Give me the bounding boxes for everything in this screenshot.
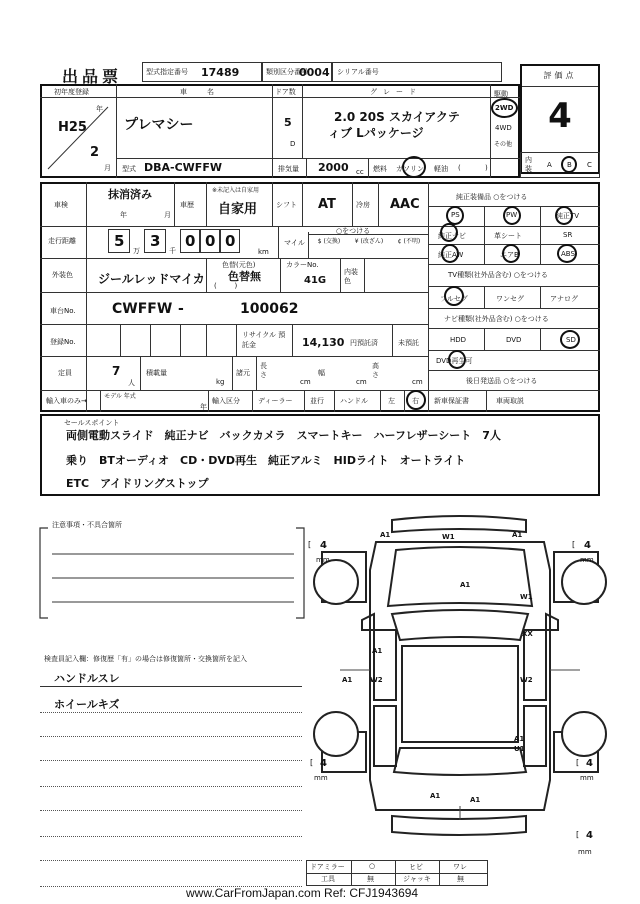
caution-label: 注意事項・不具合箇所	[52, 521, 122, 529]
doors-label: ドア数	[275, 88, 296, 96]
watermark-text: www.CarFromJapan.com Ref: CFJ1943694	[186, 886, 419, 900]
footer-mirror-label: ドアミラー	[310, 863, 345, 871]
equip-tv-circle	[555, 206, 573, 225]
tire-front-right-value: 4	[584, 540, 591, 551]
inspection-value: 抹消済み	[108, 188, 152, 201]
mark-rear-u1: U1	[514, 745, 525, 753]
drive-label: 駆動	[494, 90, 508, 98]
footer-jack-label: ジャッキ	[403, 875, 431, 883]
load-unit: kg	[216, 378, 225, 386]
tv-fullseg: フルセグ	[440, 295, 468, 303]
handle-label: ハンドル	[340, 397, 368, 405]
meter-circle-note: ○をつける	[336, 227, 371, 235]
inspection-label: 車検	[54, 201, 68, 209]
import-parallel: 並行	[310, 397, 324, 405]
chassis-label: 車台No.	[50, 307, 76, 315]
dvd-label: DVD再生可	[436, 357, 473, 365]
width-unit: cm	[356, 378, 367, 386]
inspector-line2: ホイールキズ	[54, 698, 120, 711]
equip-abs-circle	[557, 244, 577, 263]
navi-sd: SD	[566, 336, 576, 344]
tv-analog: アナログ	[550, 295, 578, 303]
color-value: ジールレッドマイカ	[98, 272, 205, 286]
displacement-label: 排気量	[278, 165, 299, 173]
sales-points-label: セールスポイント	[64, 419, 120, 427]
category-value: 0004	[299, 66, 330, 79]
equip-navi: 純正ナビ	[438, 232, 466, 240]
fuel-gasoline-circle	[402, 156, 426, 178]
mark-left-w2: W2	[370, 676, 383, 684]
equip-pw: PW	[506, 211, 518, 219]
equip-leather: 革シート	[494, 232, 522, 240]
aftermarket-warranty: 新車保証書	[434, 397, 469, 405]
category-label: 類別区分番号	[266, 68, 308, 76]
drive-other: その他	[494, 141, 513, 148]
tire-rear-left-value: 4	[320, 758, 327, 769]
color-change-label: 色替(元色)	[222, 261, 256, 269]
mark-front-a1-right: A1	[512, 531, 523, 539]
fuel-light-oil: 軽油	[434, 165, 448, 173]
year-unit: 年	[96, 105, 103, 113]
drive-2wd-circle	[491, 98, 518, 118]
equip-abs: ABS	[561, 250, 575, 258]
mileage-label: 走行距離	[48, 237, 76, 245]
meter-opt-2: ¥ (改ざん)	[354, 238, 384, 245]
navi-sd-circle	[560, 330, 580, 349]
mark-rear-bumper-a1b: A1	[470, 796, 481, 804]
navi-hdd: HDD	[450, 336, 467, 344]
load-label: 積載量	[146, 369, 167, 377]
aftermarket-header: 後日発送品 ○をつける	[466, 377, 538, 385]
grade-label: グレード	[370, 88, 422, 96]
tire-spare-unit: mm	[578, 848, 592, 856]
tire-rear-left-bracket: [	[310, 758, 314, 767]
width-label: 幅	[318, 369, 325, 377]
score-value: 4	[548, 96, 572, 136]
month-value: 2	[90, 145, 100, 160]
tv-header: TV種類(社外品含む) ○をつける	[448, 271, 548, 279]
doors-unit: D	[290, 140, 296, 148]
mark-front-a1-left: A1	[380, 531, 391, 539]
type-label: 型式	[122, 165, 136, 173]
capacity-unit: 人	[128, 379, 135, 387]
mileage-unit: km	[258, 248, 269, 256]
ac-value: AAC	[390, 197, 420, 212]
inspection-year-unit: 年	[120, 211, 127, 219]
equip-navi-circle	[440, 223, 458, 242]
model-year-label: モデル 年式	[104, 393, 136, 400]
recycle-value: 14,130	[302, 336, 345, 349]
length-unit: cm	[300, 378, 311, 386]
import-label: 輸入車のみ→	[46, 397, 87, 405]
interior-label: 内装	[525, 156, 532, 173]
dvd-circle	[448, 350, 466, 369]
equip-aw-circle	[441, 244, 459, 263]
mileage-man: 万	[133, 247, 140, 255]
history-value: 自家用	[218, 202, 258, 217]
fuel-gasoline: ガソリン	[396, 165, 424, 173]
height-unit: cm	[412, 378, 423, 386]
equip-pw-circle	[503, 206, 521, 225]
mileage-digit-2: 3	[150, 232, 161, 250]
grade-line2: ィブ Lパッケージ	[328, 126, 424, 140]
inspector-label: 検査員記入欄：修復歴「有」の場合は修復箇所・交換箇所を記入	[44, 655, 247, 663]
tire-rear-right-unit: mm	[580, 774, 594, 782]
type-value: DBA-CWFFW	[144, 161, 222, 174]
equip-tv: 純正TV	[556, 212, 580, 220]
model-designation-cell	[142, 62, 262, 82]
history-label: 車歴	[180, 201, 194, 209]
mark-right-w2: W2	[520, 676, 533, 684]
shift-label: シフト	[276, 201, 297, 209]
footer-jack-value: 無	[457, 875, 464, 883]
mark-hood-a1: A1	[460, 581, 471, 589]
mark-rear-a1: A1	[514, 735, 525, 743]
drive-2wd: 2WD	[495, 104, 514, 112]
history-note: ※未記入は自家用	[212, 187, 260, 194]
interior-c: C	[587, 161, 592, 169]
shift-value: AT	[318, 197, 336, 212]
color-no-label: カラーNo.	[286, 261, 319, 269]
tire-spare-bracket: [	[576, 830, 580, 839]
mileage-digit-4: 0	[205, 232, 216, 250]
recycle-label: リサイクル 預託金	[242, 331, 286, 349]
equip-airbag: エアB	[500, 251, 519, 259]
caution-bracket	[38, 526, 308, 620]
mark-right-door-xx: XX	[522, 630, 533, 638]
equip-header: 純正装備品 ○をつける	[456, 193, 528, 201]
recycle-unpaid: 未預託	[398, 339, 419, 347]
tire-front-right-bracket: [	[572, 540, 576, 549]
meter-opt-1: $ (交換)	[317, 238, 341, 245]
interior-color-label: 内装色	[344, 268, 358, 285]
handle-right: 右	[412, 397, 419, 405]
color-label: 外装色	[52, 271, 73, 279]
inspection-month-unit: 月	[164, 211, 171, 219]
mark-right-fender-w1: W1	[520, 593, 533, 601]
sales-points-line1: 両側電動スライド 純正ナビ バックカメラ スマートキー ハーフレザーシート 7人	[66, 429, 501, 442]
category-cell	[262, 62, 332, 82]
navi-dvd: DVD	[506, 336, 522, 344]
chassis-dash: -	[178, 301, 184, 317]
mark-rear-bumper-a1a: A1	[430, 792, 441, 800]
recycle-unit: 円預託済	[350, 339, 378, 347]
equip-sr: SR	[563, 231, 573, 239]
score-label: 評価点	[543, 71, 577, 80]
car-name-value: プレマシー	[124, 117, 194, 133]
handle-right-circle	[406, 390, 426, 410]
drive-4wd: 4WD	[495, 124, 512, 132]
footer-tools-label: 工具	[321, 875, 335, 883]
mileage-digit-1: 5	[114, 232, 125, 250]
tire-rear-right-bracket: [	[576, 758, 580, 767]
capacity-value: 7	[112, 364, 121, 378]
grade-line1: 2.0 20S スカイアクテ	[334, 110, 460, 124]
dims-label: 諸元	[236, 369, 250, 377]
color-change-value: 色替無	[228, 270, 261, 283]
sales-points-line2: 乗り BTオーディオ CD・DVD再生 純正アルミ HIDライト オートライト	[66, 454, 466, 467]
year-era: H25	[58, 120, 87, 135]
meter-opt-3: ¢ (不明)	[397, 238, 421, 245]
footer-break-label: ワレ	[453, 863, 467, 871]
color-no-value: 41G	[304, 275, 327, 286]
tv-oneseg: ワンセグ	[496, 295, 524, 303]
chassis-number: 100062	[240, 301, 299, 317]
tv-fullseg-circle	[444, 286, 464, 306]
reg-no-label: 登録No.	[50, 338, 76, 346]
sales-points-line3: ETC アイドリングストップ	[66, 477, 209, 490]
tire-front-left-unit: mm	[316, 556, 330, 564]
height-label: 高さ	[372, 362, 379, 379]
fuel-paren-close: )	[485, 164, 488, 172]
chassis-prefix: CWFFW	[112, 301, 173, 317]
tire-front-left-value: 4	[320, 540, 327, 551]
tire-front-left-bracket: [	[308, 540, 312, 549]
interior-b: B	[567, 161, 572, 169]
first-reg-label: 初年度登録	[54, 88, 89, 96]
footer-tools-value: 無	[367, 875, 374, 883]
inspector-line1: ハンドルスレ	[54, 672, 120, 685]
fuel-paren-open: (	[458, 164, 461, 172]
mark-left-a1b: A1	[342, 676, 353, 684]
footer-mirror-mark: ○	[369, 862, 376, 870]
tire-front-right-unit: mm	[580, 556, 594, 564]
navi-header: ナビ種類(社外品含む) ○をつける	[444, 315, 549, 323]
import-cat-label: 輸入区分	[212, 397, 240, 405]
mile-label: マイル	[284, 239, 305, 247]
mileage-digit-3: 0	[185, 232, 196, 250]
footer-table	[306, 860, 488, 886]
sheet-title: 出品票	[62, 67, 123, 86]
serial-label: シリアル番号	[337, 68, 379, 76]
ac-label: 冷房	[356, 201, 370, 209]
displacement-unit: cc	[356, 168, 364, 176]
mileage-sen: 千	[169, 247, 176, 255]
equip-ps: PS	[451, 211, 460, 219]
handle-left: 左	[388, 397, 395, 405]
displacement-value: 2000	[318, 161, 349, 174]
color-change-paren: ( )	[214, 282, 238, 290]
equip-aw: 純正AW	[438, 251, 464, 259]
mark-front-w1: W1	[442, 533, 455, 541]
serial-cell	[332, 62, 502, 82]
capacity-label: 定員	[58, 369, 72, 377]
equip-airbag-circle	[502, 244, 520, 263]
import-dealer: ディーラー	[258, 397, 293, 405]
mark-left-a1: A1	[372, 647, 383, 655]
tire-spare-value: 4	[586, 830, 593, 841]
tire-rear-right-value: 4	[586, 758, 593, 769]
interior-a: A	[547, 161, 552, 169]
length-label: 長さ	[260, 362, 267, 379]
aftermarket-manual: 車両取説	[496, 397, 524, 405]
tire-rear-left-unit: mm	[314, 774, 328, 782]
mileage-digit-5: 0	[225, 232, 236, 250]
month-unit: 月	[104, 164, 111, 172]
model-year-unit: 年	[200, 403, 207, 411]
model-designation-label: 型式指定番号	[146, 68, 188, 76]
footer-crack-label: ヒビ	[409, 863, 423, 871]
interior-grade-cell	[520, 152, 600, 178]
fuel-label: 燃料	[373, 165, 387, 173]
car-name-label: 車名	[180, 88, 234, 96]
doors-value: 5	[284, 116, 292, 129]
interior-b-circle	[561, 156, 577, 173]
car-damage-diagram	[300, 510, 620, 864]
model-designation-value: 17489	[201, 66, 240, 79]
